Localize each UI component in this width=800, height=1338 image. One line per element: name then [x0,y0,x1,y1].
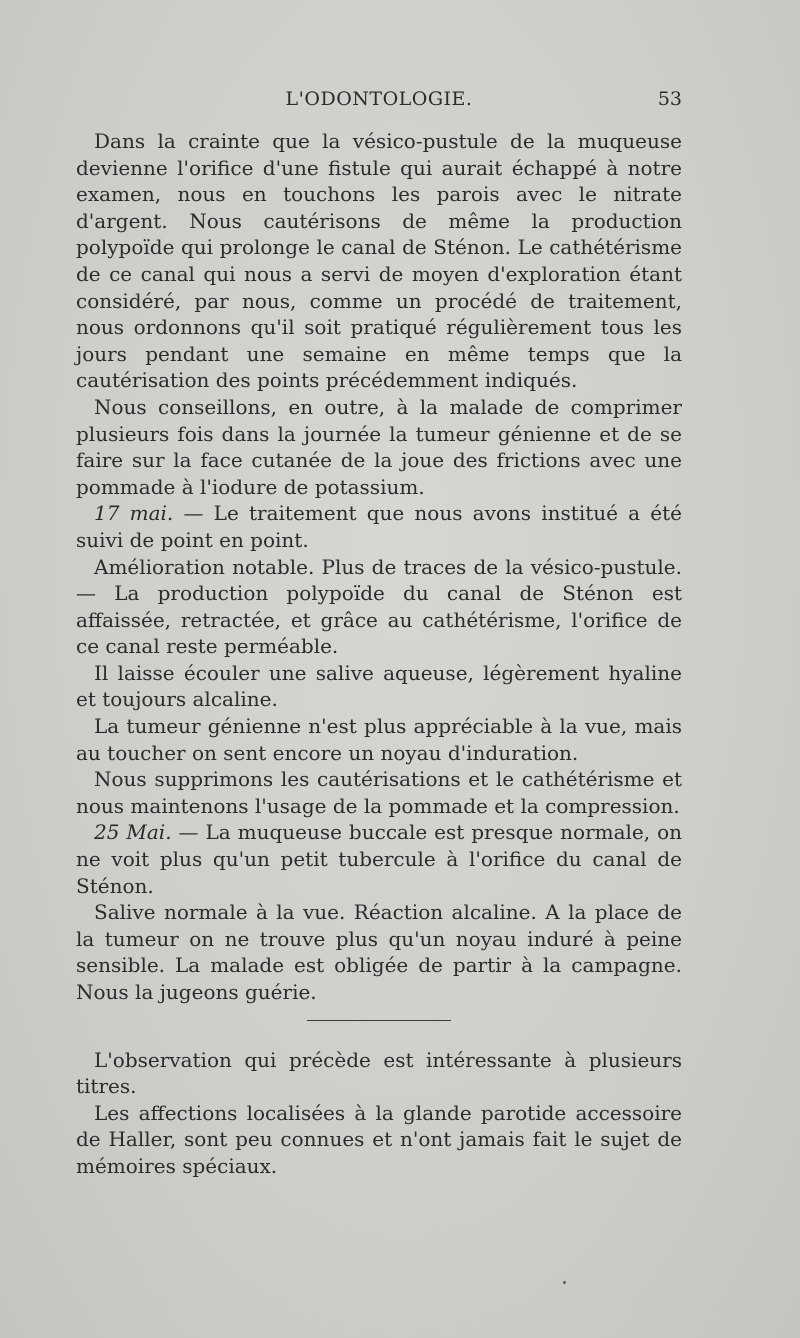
page-number: 53 [657,88,682,110]
body-text [76,128,682,1180]
paragraph: Salive normale à la vue. Réaction alcaline. A la place de la tumeur on ne trouve plus qu'un noyau induré à peine sensible. La malade est obligée de partir à la campagne. Nous la jugeons guérie. [76,900,682,1004]
paragraph: 25 Mai. — La muqueuse buccale est presque normale, on ne voit plus qu'un petit tubercule à l'orifice du canal de Sténon. [76,820,682,898]
entry-date: 25 Mai. [94,820,172,845]
paragraph: L'observation qui précède est intéressante à plusieurs titres. [76,1047,682,1099]
section-divider [307,1020,451,1021]
paragraph: Nous supprimons les cautérisations et le cathétérisme et nous maintenons l'usage de la pommade et la compression. [76,767,682,818]
page-header [76,88,682,116]
running-title: L'ODONTOLOGIE. [285,88,473,110]
paragraph: Les affections localisées à la glande parotide accessoire de Haller, sont peu connues et n'ont jamais fait le sujet de mémoires spéciaux. [76,1100,682,1178]
paragraph: Dans la crainte que la vésico-pustule de la muqueuse devienne l'orifice d'une fistule qui aurait échappé à notre examen, nous en touchons les parois avec le nitrate d'argent. Nous cautérisons de même la production polypoïde qui prolonge le canal de Sténon. Le cathétérisme de ce canal qui nous a servi de moyen d'exploration étant considéré, par nous, comme un procédé de traitement, nous ordonnons qu'il soit pratiqué régulièrement tous les jours pendant une semaine en même temps que la cautérisation des points précédemment indiqués. [76,129,682,393]
paper-speck [563,1281,566,1284]
paragraph: Nous conseillons, en outre, à la malade de comprimer plusieurs fois dans la journée la tumeur génienne et de se faire sur la face cutanée de la joue des frictions avec une pommade à l'iodure de potassium. [76,394,682,499]
paragraph: Amélioration notable. Plus de traces de la vésico-pustule. — La production polypoïde du canal de Sténon est affaissée, retractée, et grâce au cathétérisme, l'orifice de ce canal reste perméable. [76,554,682,659]
paragraph: 17 mai. — Le traitement que nous avons institué a été suivi de point en point. [76,501,683,552]
paragraph: La tumeur génienne n'est plus appréciable à la vue, mais au toucher on sent encore un noyau d'induration. [76,714,682,765]
paragraph: Il laisse écouler une salive aqueuse, légèrement hyaline et toujours alcaline. [76,660,682,712]
entry-date: 17 mai. [94,501,174,526]
